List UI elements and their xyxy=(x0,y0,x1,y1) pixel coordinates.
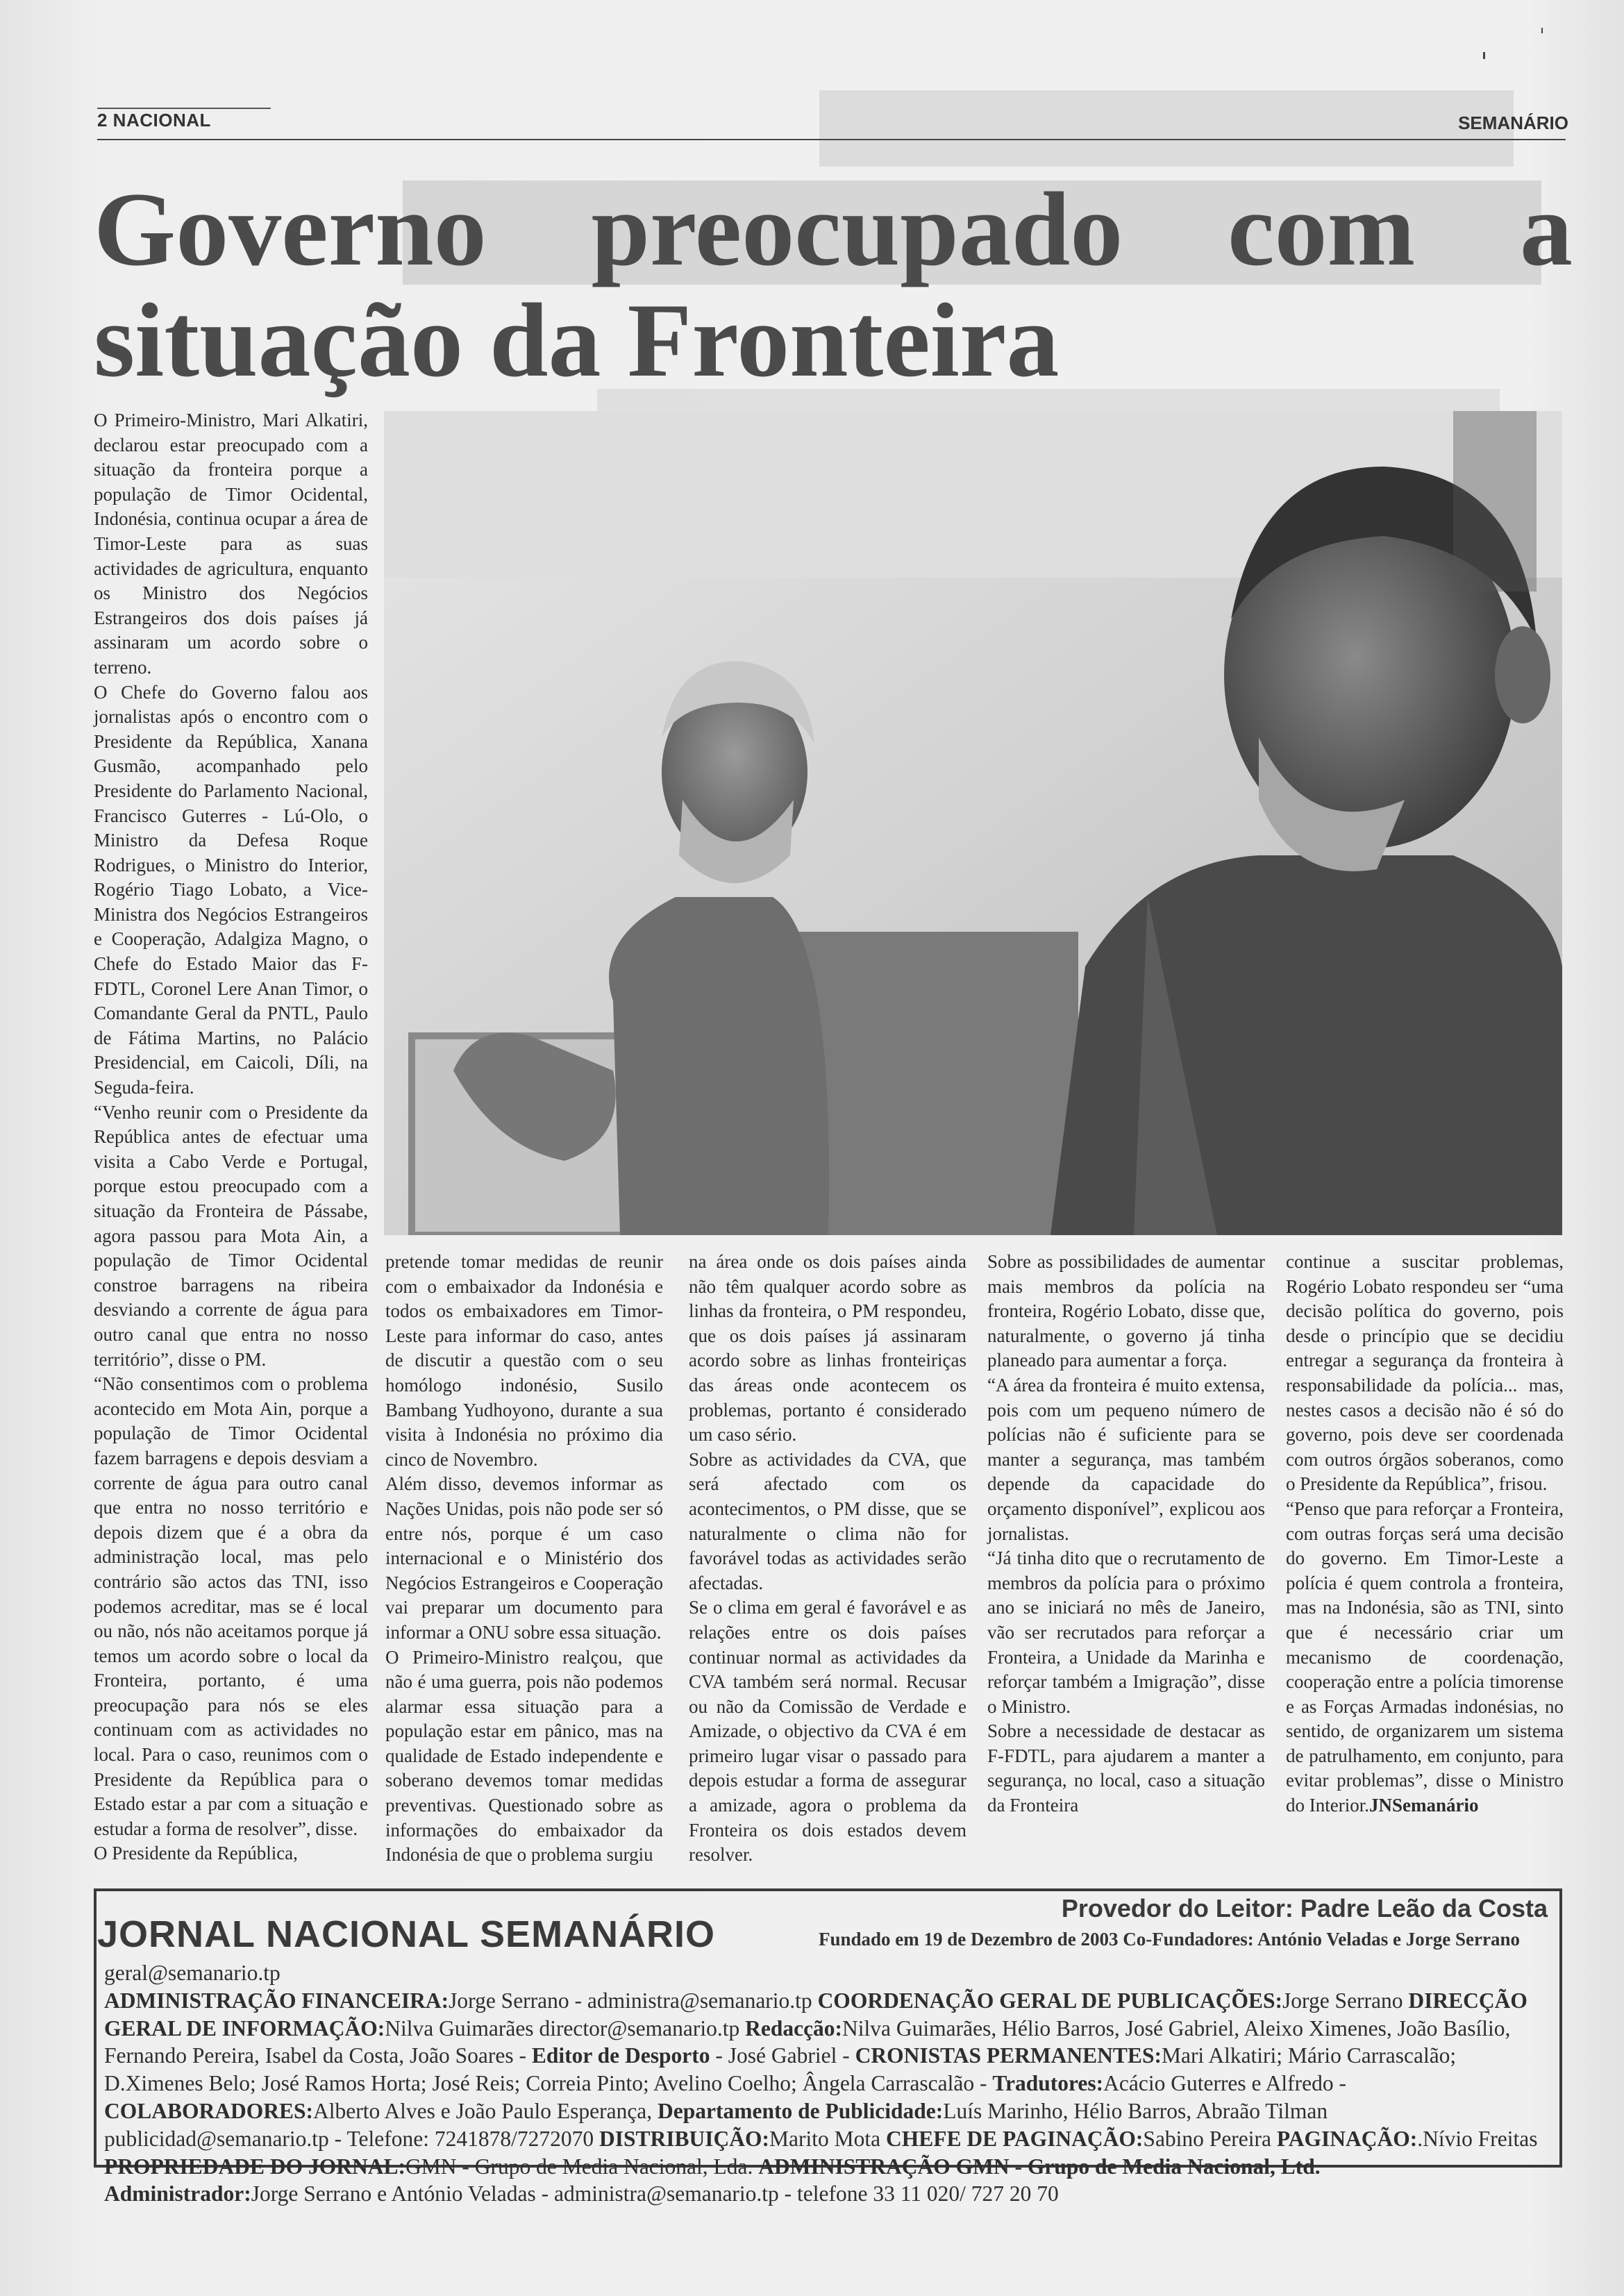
value: Acácio Guterres e Alfredo xyxy=(1103,2071,1334,2096)
value: Sabino Pereira xyxy=(1143,2126,1271,2151)
headline-line-1: Governo preocupado com a xyxy=(94,171,1573,287)
value: Jorge Serrano xyxy=(1282,1988,1403,2013)
paragraph: “A área da fronteira é muito extensa, pois com um pequeno número de polícias não é suficiente para se manter a segurança, mas também depende da capacidade do orçamento disponível”, explicou aos jornalistas. xyxy=(987,1374,1265,1544)
paragraph: Além disso, devemos informar as Nações Unidas, pois não pode ser só entre nós, porque é um caso internacional e o Ministério dos Negócios Estrangeiros e Cooperação vai preparar um documento para informar a ONU sobre essa situação. xyxy=(385,1473,663,1643)
label: COLABORADORES: xyxy=(104,2098,314,2123)
label: DIRECÇÃO GERAL DE INFORMAÇÃO: xyxy=(104,1988,1527,2041)
section-label: 2 NACIONAL xyxy=(97,110,211,131)
paragraph: O Primeiro-Ministro realçou, que não é uma guerra, pois não podemos alarmar essa situação para a população estar em pânico, mas na qualidade de Estado independente e soberano devemos tomar medidas preventivas. Questionado sobre as informações do embaixador da Indonésia de que o problema surgiu xyxy=(385,1646,663,1866)
label: Tradutores: xyxy=(992,2071,1104,2096)
article-column-3 xyxy=(689,1250,966,1868)
value: GMN - Grupo de Media Nacional, Lda. xyxy=(405,2154,753,2179)
masthead-provedor: Provedor do Leitor: Padre Leão da Costa xyxy=(1061,1894,1548,1922)
value: José Gabriel xyxy=(728,2043,837,2068)
label: CRONISTAS PERMANENTES: xyxy=(855,2043,1162,2068)
header-rule xyxy=(97,139,1566,140)
photo-two-men-icon xyxy=(384,411,1562,1235)
article-column-5 xyxy=(1286,1250,1564,1818)
label: DISTRIBUIÇÃO: xyxy=(598,2126,770,2151)
paragraph: pretende tomar medidas de reunir com o embaixador da Indonésia e todos os embaixadores em Timor-Leste para informar do caso, antes de discutir a questão com o seu homólogo indonésio, Susilo Bambang Yudhoyono, durante a sua visita à Indonésia no próximo dia cinco de Novembro. xyxy=(385,1251,663,1470)
masthead-staff: geral@semanario.tp ADMINISTRAÇÃO FINANCEIRA:Jorge Serrano - administra@semanario.tp COORDENAÇÃO GERAL DE PUBLICAÇÕES:Jorge Serrano DIRECÇÃO GERAL DE INFORMAÇÃO:Nilva Guimarães director@semanario.tp Redacção:Nilva Guimarães, Hélio Barros, José Gabriel, Aleixo Ximenes, João Basílio, Fernando Pereira, Isabel da Costa, João Soares - Editor de Desporto - José Gabriel - CRONISTAS PERMANENTES:Mari Alkatiri; Mário Carrascalão; D.Ximenes Belo; José Ramos Horta; José Reis; Correia Pinto; Avelino Coelho; Ângela Carrascalão - Tradutores:Acácio Guterres e Alfredo - COLABORADORES:Alberto Alves e João Paulo Esperança, Departamento de Publicidade:Luís Marinho, Hélio Barros, Abraão Tilman publicidad@semanario.tp - Telefone: 7241878/7272070 DISTRIBUIÇÃO:Marito Mota CHEFE DE PAGINAÇÃO:Sabino Pereira PAGINAÇÃO:.Nívio Freitas PROPRIEDADE DO JORNAL:GMN - Grupo de Media Nacional, Lda. ADMINISTRAÇÃO GMN - Grupo de Media Nacional, Ltd. Administrador:Jorge Serrano e António Veladas - administra@semanario.tp - telefone 33 11 020/ 727 20 70 xyxy=(104,1961,1538,2206)
label: Redacção: xyxy=(745,2016,843,2041)
value: Jorge Serrano e António Veladas - administra@semanario.tp - telefone 33 11 020/ 727 20 70 xyxy=(251,2181,1059,2206)
value: Luís Marinho, Hélio Barros, Abraão Tilman publicidad@semanario.tp - Telefone: 7241878/7272070 xyxy=(104,2098,1328,2151)
print-speck xyxy=(1483,52,1485,59)
label: CHEFE DE PAGINAÇÃO: xyxy=(886,2126,1144,2151)
masthead-email[interactable]: geral@semanario.tp xyxy=(104,1961,281,1985)
paragraph: Sobre as actividades da CVA, que será afectado com os acontecimentos, o PM disse, que se naturalmente o clima não for favorável todas as actividades serão afectadas. xyxy=(689,1448,966,1593)
paragraph: Sobre as possibilidades de aumentar mais membros da polícia na fronteira, Rogério Lobato, disse que, naturalmente, o governo já tinha planeado para aumentar a força. xyxy=(987,1251,1265,1371)
print-speck xyxy=(1541,28,1543,33)
label: COORDENAÇÃO GERAL DE PUBLICAÇÕES: xyxy=(817,1988,1283,2013)
label: PROPRIEDADE DO JORNAL: xyxy=(104,2154,406,2179)
value: Nilva Guimarães, Hélio Barros, José Gabriel, Aleixo Ximenes, João Basílio, Fernando Pereira, Isabel da Costa, João Soares xyxy=(104,2016,1511,2068)
paragraph: na área onde os dois países ainda não têm qualquer acordo sobre as linhas da fronteira, o PM respondeu, que os dois países já assinaram acordo sobre as linhas fronteiriças das áreas onde acontecem os problemas, portanto é considerado um caso sério. xyxy=(689,1251,966,1446)
paragraph: O Primeiro-Ministro, Mari Alkatiri, declarou estar preocupado com a situação da fronteira porque a população de Timor Ocidental, Indonésia, continua ocupar a área de Timor-Leste para as suas actividades de agricultura, enquanto os Ministro dos Negócios Estrangeiros dos dois países já assinaram um acordo sobre o terreno. xyxy=(94,410,368,678)
masthead-founded: Fundado em 19 de Dezembro de 2003 Co-Fundadores: António Veladas e Jorge Serrano xyxy=(818,1929,1520,1950)
masthead-title: JORNAL NACIONAL SEMANÁRIO xyxy=(97,1913,716,1955)
paragraph: “Não consentimos com o problema acontecido em Mota Ain, porque a população de Timor Ocidental fazem barragens e depois desviam a corrente de água para outro canal que entra no nosso território e depois dizem que é a obra da administração local, mas pelo contrário são actos das TNI, isso podemos acreditar, mas se é local ou não, nós não aceitamos porque já temos um acordo sobre o local da Fronteira, portanto, é uma preocupação para nós se eles continuam com as actividades no local. Para o caso, reunimos com o Presidente da República para o Estado estar a par com a situação e estudar a forma de resolver”, disse. xyxy=(94,1373,368,1839)
article-column-2 xyxy=(385,1250,663,1868)
label: ADMINISTRAÇÃO GMN - Grupo de Media Nacional, Ltd. xyxy=(758,2154,1321,2179)
publication-label: SEMANÁRIO xyxy=(1458,112,1568,133)
label: Editor de Desporto xyxy=(531,2043,710,2068)
value: .Nívio Freitas xyxy=(1417,2126,1538,2151)
paragraph: Sobre a necessidade de destacar as F-FDTL, para ajudarem a manter a segurança, no local, caso a situação da Fronteira xyxy=(987,1720,1265,1816)
label: Departamento de Publicidade: xyxy=(658,2098,944,2123)
paragraph: “Já tinha dito que o recrutamento de membros da polícia para o próximo ano se iniciará no mês de Janeiro, vão ser recrutados para reforçar a Fronteira, a Unidade da Marinha e reforçar também a Imigração”, disse o Ministro. xyxy=(987,1548,1265,1717)
headline-line-2: situação da Fronteira xyxy=(94,282,1060,399)
paragraph: continue a suscitar problemas, Rogério Lobato respondeu ser “uma decisão política do governo, pois desde o princípio que se decidiu entregar a segurança da fronteira à responsabilidade da polícia... mas, nestes casos a decisão não é só do governo, pois deve ser coordenada com outros órgãos soberanos, como o Presidente da República”, frisou. xyxy=(1286,1251,1564,1495)
paragraph: Se o clima em geral é favorável e as relações entre os dois países continuar normal as actividades da CVA também será normal. Recusar ou não da Comissão de Verdade e Amizade, o objectivo da CVA é em primeiro lugar visar o passado para depois estudar a forma de assegurar a amizade, agora o problema da Fronteira os dois estados devem resolver. xyxy=(689,1597,966,1866)
label: PAGINAÇÃO: xyxy=(1276,2126,1418,2151)
article-photo xyxy=(384,411,1562,1235)
section-rule xyxy=(97,108,271,109)
label: ADMINISTRAÇÃO FINANCEIRA: xyxy=(104,1988,449,2013)
value: Jorge Serrano - administra@semanario.tp xyxy=(449,1988,812,2013)
article-column-1 xyxy=(94,408,368,1866)
paragraph xyxy=(1286,1497,1564,1818)
paragraph-text: “Penso que para reforçar a Fronteira, com outras forças será uma decisão do governo. Em Timor-Leste a polícia é quem controla a fronteira, mas na Indonésia, são as TNI, sinto que é necessário criar um mecanismo de coordenação, cooperação entre a polícia timorense e as Forças Armadas indonésias, no sentido, de organizarem um sistema de patrulhamento, em conjunto, para evitar problemas”, disse o Ministro do Interior. xyxy=(1286,1498,1564,1816)
value: Nilva Guimarães director@semanario.tp xyxy=(385,2016,740,2041)
paragraph: O Presidente da República, xyxy=(94,1843,298,1864)
value: Alberto Alves e João Paulo Esperança, xyxy=(313,2098,653,2123)
value: Mari Alkatiri; Mário Carrascalão; D.Ximenes Belo; José Ramos Horta; José Reis; Correia Pinto; Avelino Coelho; Ângela Carrascalão xyxy=(104,2043,1457,2096)
article-signature: JNSemanário xyxy=(1368,1795,1479,1816)
label: Administrador: xyxy=(104,2181,251,2206)
value: Marito Mota xyxy=(769,2126,881,2151)
article-column-4 xyxy=(987,1250,1265,1818)
paragraph: “Venho reunir com o Presidente da República antes de efectuar uma visita a Cabo Verde e Portugal, porque estou preocupado com a situação da Fronteira de Pássabe, agora passou para Mota Ain, a população de Timor Ocidental constroe barragens na ribeira desviando a corrente de água para outro canal que entra no nosso território”, disse o PM. xyxy=(94,1101,368,1370)
headline xyxy=(94,171,1573,399)
paragraph: O Chefe do Governo falou aos jornalistas após o encontro com o Presidente da República, Xanana Gusmão, acompanhado pelo Presidente do Parlamento Nacional, Francisco Guterres - Lú-Olo, o Ministro da Defesa Roque Rodrigues, o Ministro do Interior, Rogério Tiago Lobato, a Vice-Ministra dos Negócios Estrangeiros e Cooperação, Adalgiza Magno, o Chefe do Estado Maior das F-FDTL, Coronel Lere Anan Timor, o Comandante Geral da PNTL, Paulo de Fátima Martins, no Palácio Presidencial, em Caicoli, Díli, na Seguda-feira. xyxy=(94,681,368,1098)
